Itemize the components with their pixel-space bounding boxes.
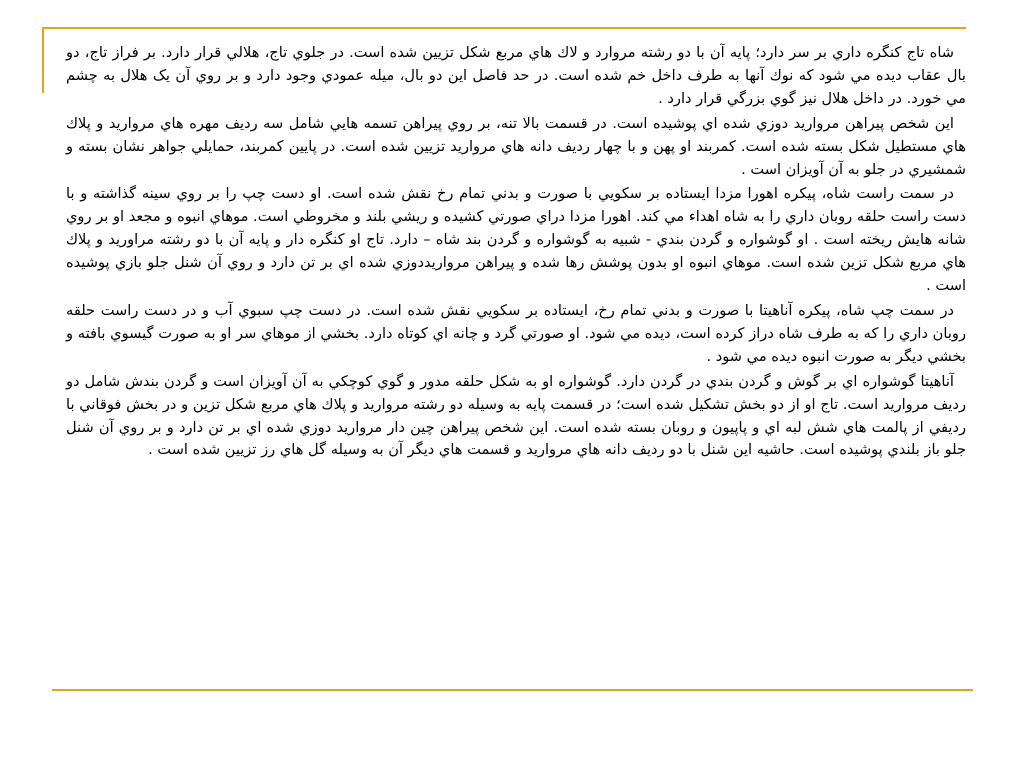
paragraph-anahita-figure: در سمت چپ شاه، پيكره آناهيتا با صورت و بدني تمام رخ، ايستاده بر سكويي نقش شده است. در دست چپ سبوي آب و در دست راست حلقه روبان داري را كه به طرف شاه دراز كرده است، ديده مي شود. او صورتي گرد و چانه اي كوتاه دارد. بخشي از موهاي سر او به صورت گيسوي بافته و بخشي ديگر به صورت انبوه ديده مي شود . [66,301,966,365]
slide-body-text [66,42,966,464]
paragraph-garment-description: اين شخص پيراهن مرواريد دوزي شده اي پوشيده است. در قسمت بالا تنه، بر روي پيراهن تسمه هايي شامل سه رديف مهره هاي مرواريد و پلاك هاي مستطيل شكل بسته شده است. كمربند او پهن و با چهار رديف دانه هاي مرواريد تزيين شده است. در پايين كمربند، حمايلي جواهر نشان بسته و شمشيري در جلو به آن آويزان است . [66,114,966,178]
paragraph-anahita-jewelry: آناهيتا گوشواره اي بر گوش و گردن بندي در گردن دارد. گوشواره او به شكل حلقه مدور و گوي كوچكي به آن آويزان است و گردن بندش شامل دو رديف مرواريد است. تاج او از دو بخش تشكيل شده است؛ در قسمت پايه به وسيله دو رشته مرواريد و پلاك هاي مربع شكل تزين و در بخش فوقاني با رديفي از پالمت هاي شش لبه اي و پاپيون و روبان بسته شده است. اين شخص پيراهن چين دار مرواريد دوزي شده اي بر تن دارد و بر روي آن شنل جلو باز بلندي پوشيده است. حاشيه اين شنل با دو رديف دانه هاي مرواريد و قسمت هاي ديگر آن به وسيله گل هاي رز تزيين شده است . [66,372,966,459]
paragraph-ahura-mazda: در سمت راست شاه، پيكره اهورا مزدا ايستاده بر سكويي با صورت و بدني تمام رخ نقش شده است. او دست چپ را بر روي سينه گذاشته و با دست راست حلقه روبان داري را به شاه اهداء مي كند. اهورا مزدا دراي صورتي كشيده و ريشي بلند و مخروطي است. موهاي انبوه و مجعد او بر روي شانه هايش ريخته است . او گوشواره و گردن بندي - شبيه به گوشواره و گردن بند شاه – دارد. تاج او كنگره دار و پايه آن با دو رشته مراوريد و پلاك هاي مربع شكل تزين شده است. موهاي انبوه او بدون پوشش رها شده و پيراهن مرواريددوزي شده اي بر تن دارد و روي آن شنل جلو بازي پوشيده است . [66,185,966,295]
paragraph-crown-description: شاه تاج كنگره داري بر سر دارد؛ پايه آن با دو رشته مروارد و لاك هاي مربع شكل تزيين شده است. در جلوي تاج، هلالي قرار دارد. بر فراز تاج، دو بال عقاب ديده مي شود كه نوك آنها به طرف داخل خم شده است. در حد فاصل اين دو بال، ميله عمودي وجود دارد و بر روي آن يک هلال به چشم مي خورد. در داخل هلال نيز گوي بزرگي قرار دارد . [66,44,966,107]
top-rule [42,27,966,29]
bottom-rule [52,689,973,691]
left-rule [42,27,44,93]
